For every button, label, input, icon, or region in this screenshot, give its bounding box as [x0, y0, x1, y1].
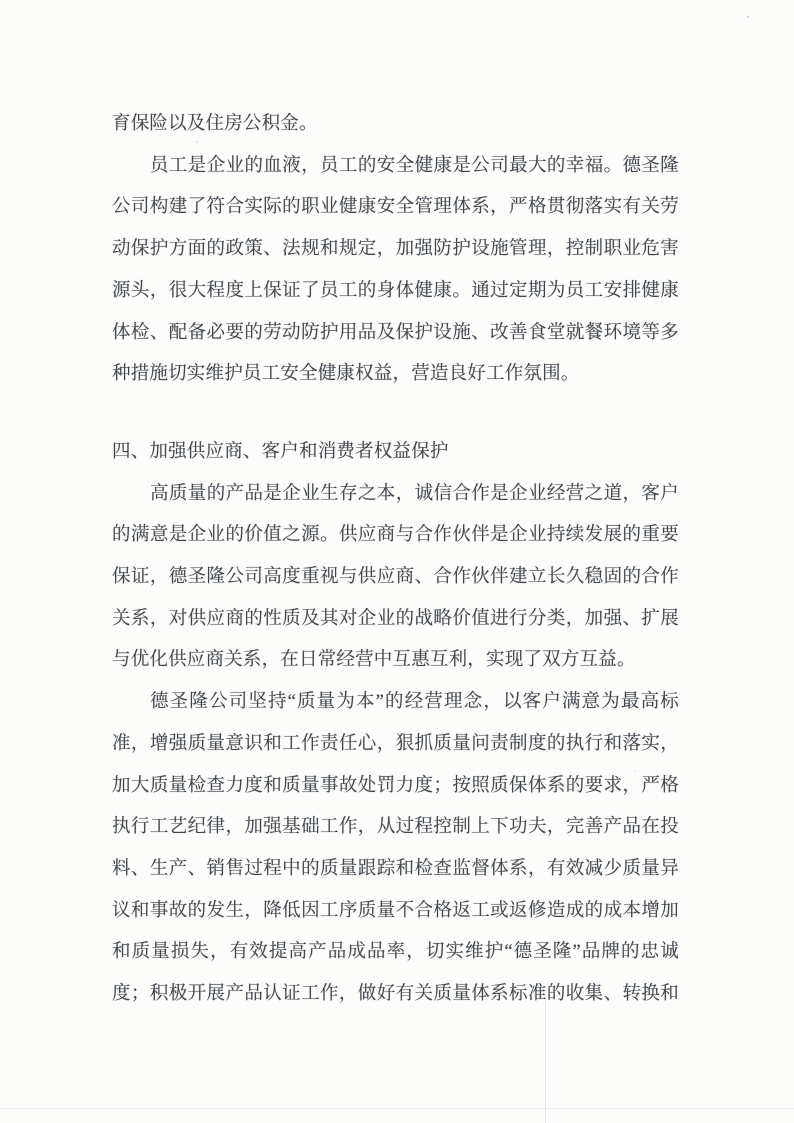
text-line: 动保护方面的政策、法规和规定，加强防护设施管理，控制职业危害: [112, 239, 679, 260]
text-line: 德圣隆公司坚持“质量为本”的经营理念，以客户满意为最高标: [150, 692, 679, 713]
text-line: 关系，对供应商的性质及其对企业的战略价值进行分类，加强、扩展: [112, 608, 679, 629]
text-line: 加大质量检查力度和质量事故处罚力度；按照质保体系的要求，严格: [112, 775, 679, 796]
scan-speck: [747, 16, 749, 18]
scan-fold-line: [545, 1000, 546, 1123]
text-line: 料、生产、销售过程中的质量跟踪和检查监督体系，有效减少质量异: [112, 858, 679, 879]
document-text-block: [112, 104, 679, 1016]
text-line: 执行工艺纪律，加强基础工作，从过程控制上下功夫，完善产品在投: [112, 817, 679, 838]
text-line: 体检、配备必要的劳动防护用品及保护设施、改善食堂就餐环境等多: [112, 322, 679, 343]
text-line: 源头，很大程度上保证了员工的身体健康。通过定期为员工安排健康: [112, 280, 679, 301]
text-line: 保证，德圣隆公司高度重视与供应商、合作伙伴建立长久稳固的合作: [112, 567, 679, 588]
text-line: 的满意是企业的价值之源。供应商与合作伙伴是企业持续发展的重要: [112, 525, 679, 546]
text-line: 与优化供应商关系，在日常经营中互惠互利，实现了双方互益。: [112, 650, 636, 671]
text-line: 种措施切实维护员工安全健康权益，营造良好工作氛围。: [112, 364, 580, 385]
text-line: 育保险以及住房公积金。: [112, 114, 318, 134]
text-line: 议和事故的发生，降低因工序质量不合格返工或返修造成的成本增加: [112, 900, 679, 921]
text-line: 准，增强质量意识和工作责任心，狠抓质量问责制度的执行和落实，: [112, 733, 679, 754]
section-heading: 四、加强供应商、客户和消费者权益保护: [112, 441, 449, 462]
text-line: 公司构建了符合实际的职业健康安全管理体系，严格贯彻落实有关劳: [112, 197, 679, 218]
text-line: 高质量的产品是企业生存之本，诚信合作是企业经营之道，客户: [150, 483, 679, 504]
scan-edge-line: [0, 1108, 794, 1109]
text-line: 度；积极开展产品认证工作，做好有关质量体系标准的收集、转换和: [112, 984, 679, 1005]
text-line: 和质量损失，有效提高产品成品率，切实维护“德圣隆”品牌的忠诚: [112, 942, 679, 963]
text-line: 员工是企业的血液，员工的安全健康是公司最大的幸福。德圣隆: [150, 155, 679, 176]
